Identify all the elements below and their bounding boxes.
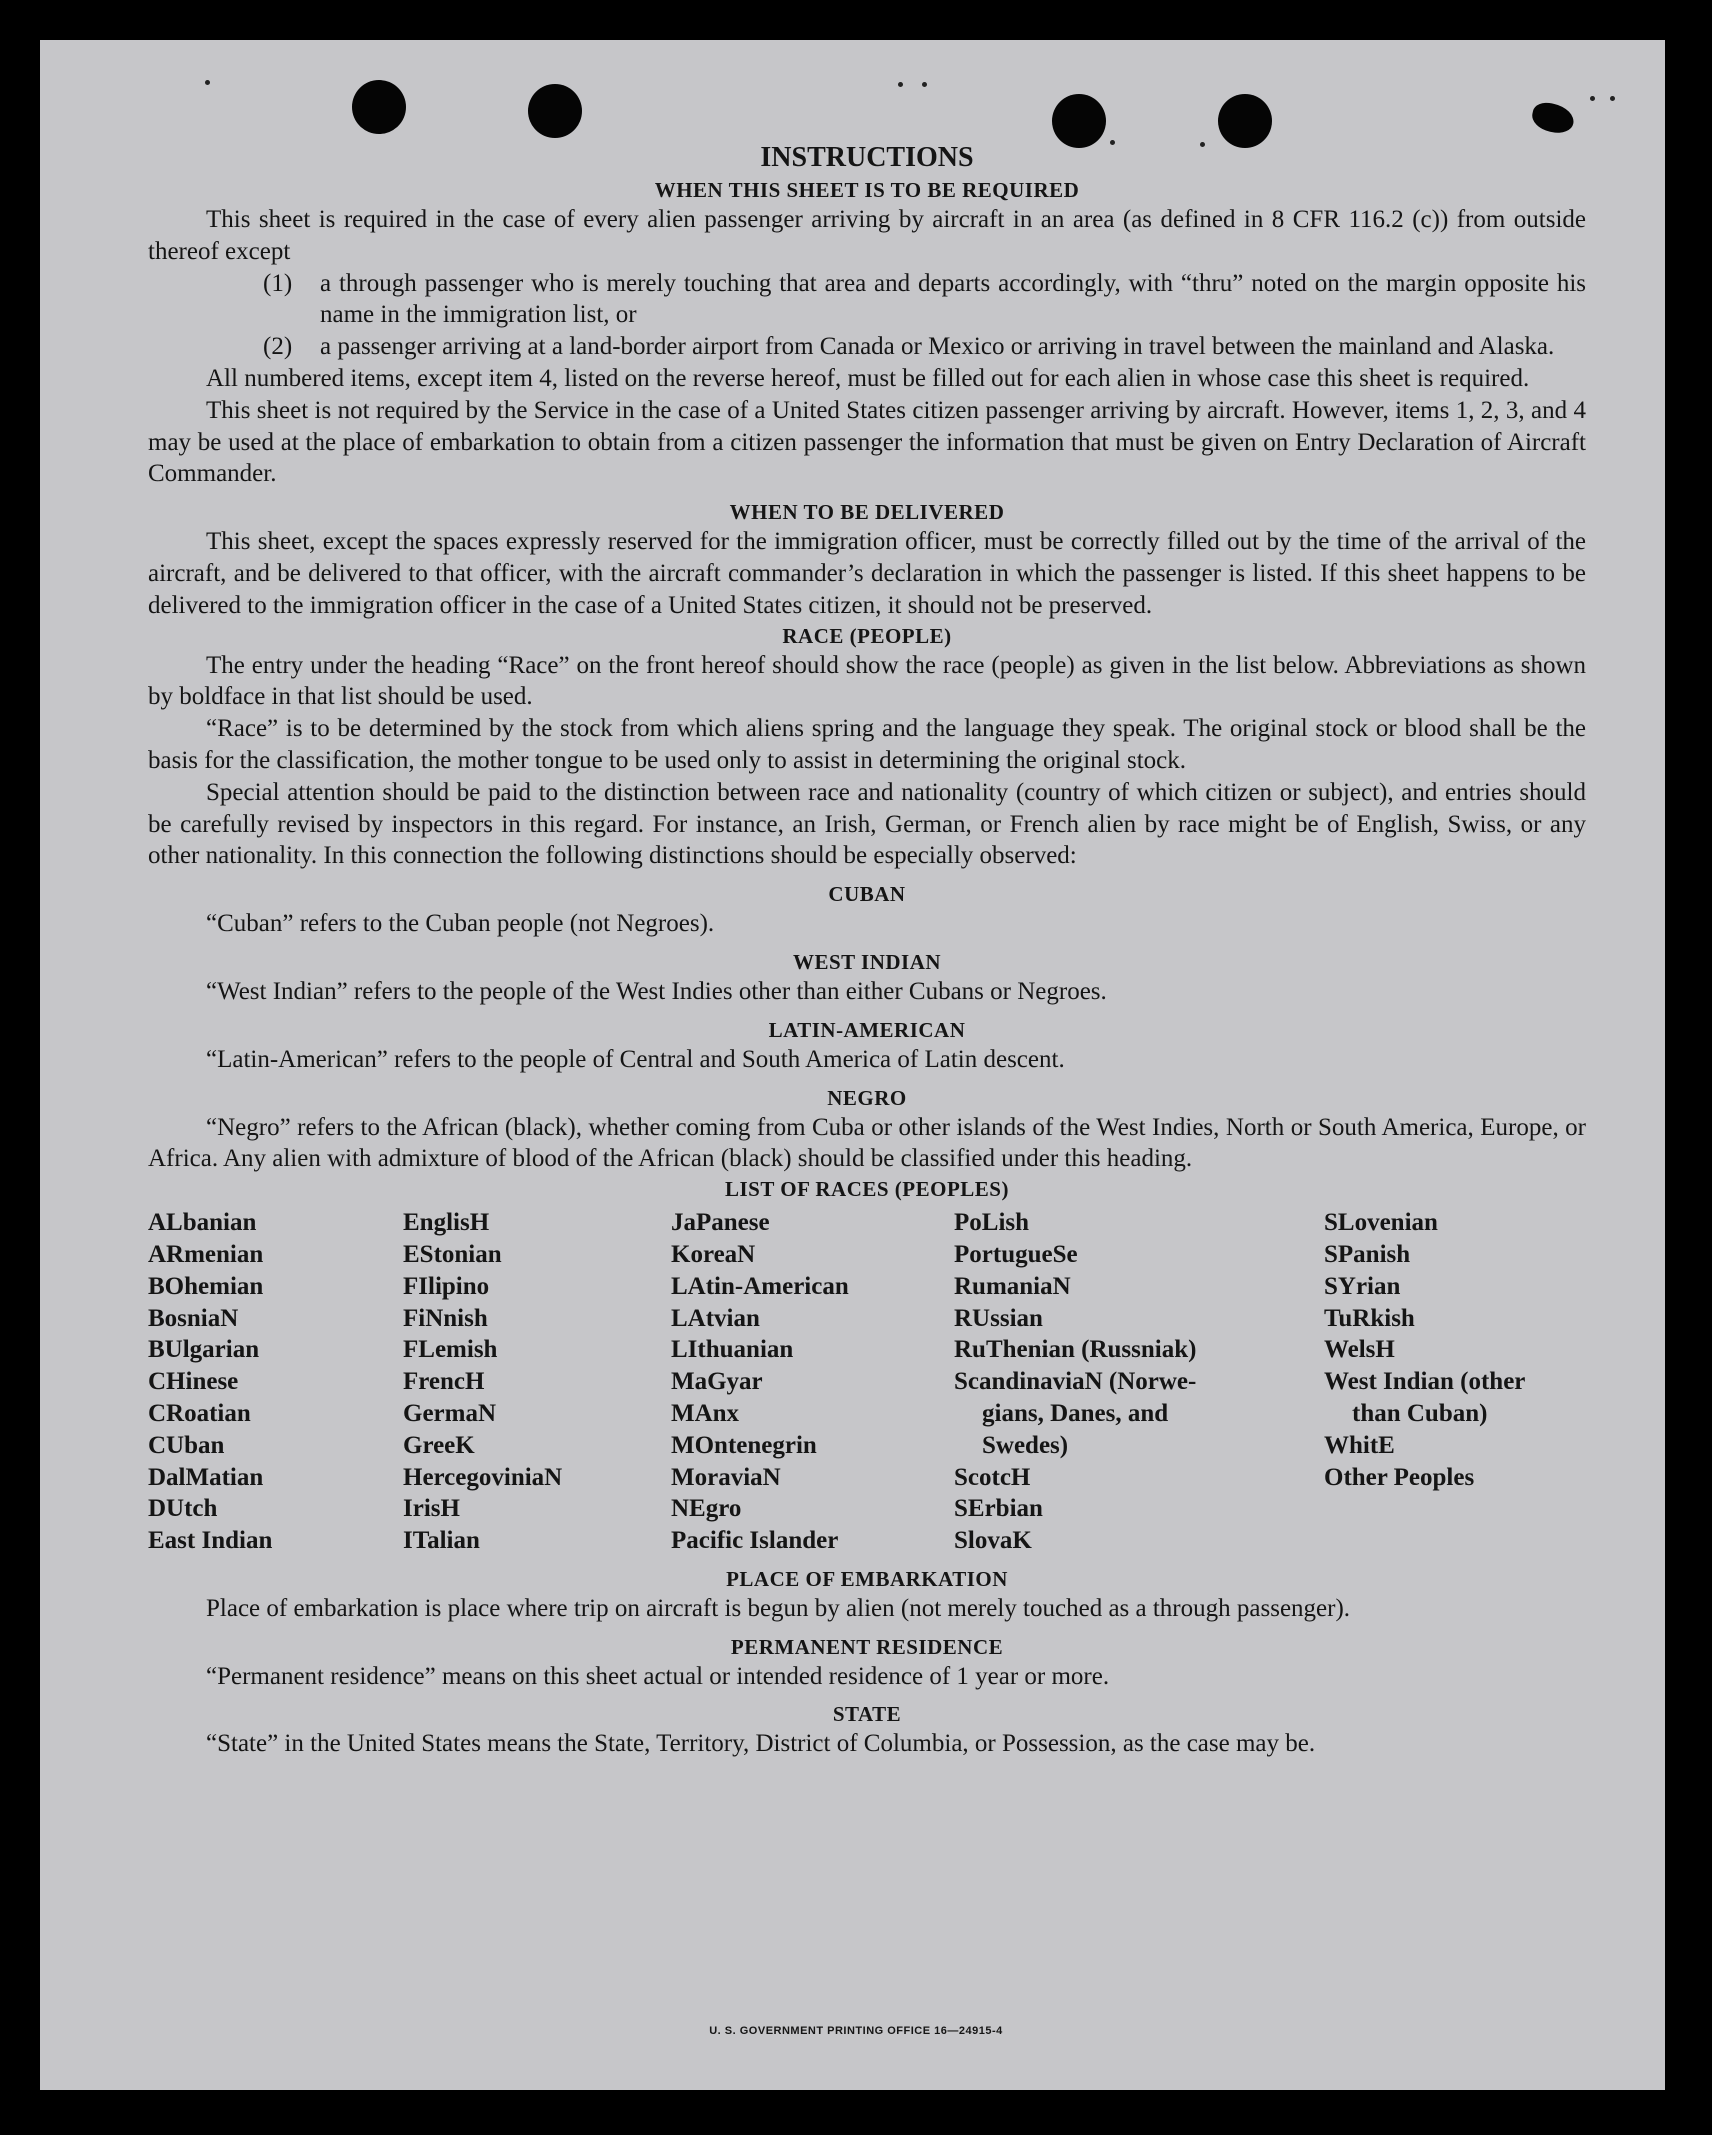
races-column: JaPanese KoreaN LAtin-American LAtvian LIthuanian MaGyar MAnx MOntenegrin MoraviaN NEgro Pacific Islander (671, 1209, 849, 1555)
heading-west-indian: WEST INDIAN (792, 949, 942, 974)
punch-hole (528, 84, 582, 138)
printing-office-footer: U. S. GOVERNMENT PRINTING OFFICE 16—24915-4 (709, 2025, 1003, 2037)
heading-list-of-races: LIST OF RACES (PEOPLES) (725, 1177, 1009, 1202)
races-column: SLovenian SPanish SYrian TuRkish WelsH West Indian (other than Cuban) WhitE Other Peoples (1324, 1209, 1526, 1491)
torn-corner-mark (1530, 100, 1577, 136)
paragraph: Place of embarkation is place where trip on aircraft is begun by alien (not merely touched as a through passenger). (206, 1594, 1351, 1622)
heading-latin-american: LATIN-AMERICAN (768, 1017, 966, 1042)
paragraph: “Race” is to be determined by the stock from which aliens spring and the language they speak. The original stock or blood shall be the basis for the classification, the mother tongue to be used only to assist in determining the original stock. (148, 715, 1586, 774)
paragraph: “Cuban” refers to the Cuban people (not Negroes). (206, 910, 715, 938)
heading-when-delivered: WHEN TO BE DELIVERED (729, 500, 1005, 525)
heading-race: RACE (PEOPLE) (782, 623, 952, 648)
paragraph: All numbered items, except item 4, listed on the reverse hereof, must be filled out for each alien in whose case this sheet is required. (206, 364, 1530, 392)
heading-when-required: WHEN THIS SHEET IS TO BE REQUIRED (654, 178, 1080, 202)
paragraph: “West Indian” refers to the people of the West Indies other than either Cubans or Negroes. (206, 977, 1107, 1005)
page-title: INSTRUCTIONS (760, 142, 974, 173)
heading-permanent-residence: PERMANENT RESIDENCE (730, 1634, 1004, 1659)
paragraph: “Negro” refers to the African (black), whether coming from Cuba or other islands of the West Indies, North or South America, Europe, or Africa. Any alien with admixture of blood of the African (black) should be classified under this heading. (148, 1113, 1586, 1173)
heading-negro: NEGRO (827, 1085, 907, 1110)
paragraph: This sheet is required in the case of every alien passenger arriving by aircraft in an area (as defined in 8 CFR 116.2 (c)) from outside thereof except (148, 206, 1586, 265)
races-column: ALbanian ARmenian BOhemian BosniaN BUlgarian CHinese CRoatian CUban DalMatian DUtch East Indian (148, 1209, 273, 1555)
paragraph: “Permanent residence” means on this sheet actual or intended residence of 1 year or more. (206, 1662, 1110, 1690)
punch-hole (352, 80, 406, 134)
paragraph: This sheet, except the spaces expressly reserved for the immigration officer, must be correctly filled out by the time of the arrival of the aircraft, and be delivered to that officer, with the aircraft commander’s declaration in which the passenger is listed. If this sheet happens to be delivered to the immigration officer in the case of a United States citizen, it should not be preserved. (148, 528, 1586, 619)
heading-place-of-embarkation: PLACE OF EMBARKATION (726, 1566, 1008, 1591)
instructions-content (148, 140, 1586, 1760)
heading-state: STATE (832, 1702, 902, 1727)
paragraph: “Latin-American” refers to the people of Central and South America of Latin descent. (206, 1045, 1065, 1073)
races-column: EnglisH EStonian FIlipino FiNnish FLemish FrencH GermaN GreeK HercegoviniaN IrisH ITalian (403, 1209, 563, 1555)
races-column: PoLish PortugueSe RumaniaN RUssian RuThenian (Russniak) ScandinaviaN (Norwe- gians, Danes, and Swedes) ScotcH SErbian SlovaK (954, 1209, 1197, 1555)
list-item: (2) a passenger arriving at a land-border airport from Canada or Mexico or arriving in travel between the mainland and Alaska. (263, 333, 1555, 361)
paragraph: “State” in the United States means the State, Territory, District of Columbia, or Possession, as the case may be. (206, 1730, 1316, 1758)
races-list (148, 1207, 1586, 1557)
heading-cuban: CUBAN (828, 882, 906, 907)
paragraph: This sheet is not required by the Service in the case of a United States citizen passenger arriving by aircraft. However, items 1, 2, 3, and 4 may be used at the place of embarkation to obtain from a citizen passenger the information that must be given on Entry Declaration of Aircraft Commander. (148, 396, 1586, 488)
paragraph: Special attention should be paid to the distinction between race and nationality (country of which citizen or subject), and entries should be carefully revised by inspectors in this regard. For instance, an Irish, German, or French alien by race might be of English, Swiss, or any other nationality. In this connection the following distinctions should be especially observed: (148, 778, 1586, 870)
paragraph: The entry under the heading “Race” on the front hereof should show the race (people) as given in the list below. Abbreviations as shown by boldface in that list should be used. (148, 651, 1586, 711)
list-item: (1) a through passenger who is merely touching that area and departs accordingly, with “thru” noted on the margin opposite his name in the immigration list, or (263, 269, 1586, 329)
